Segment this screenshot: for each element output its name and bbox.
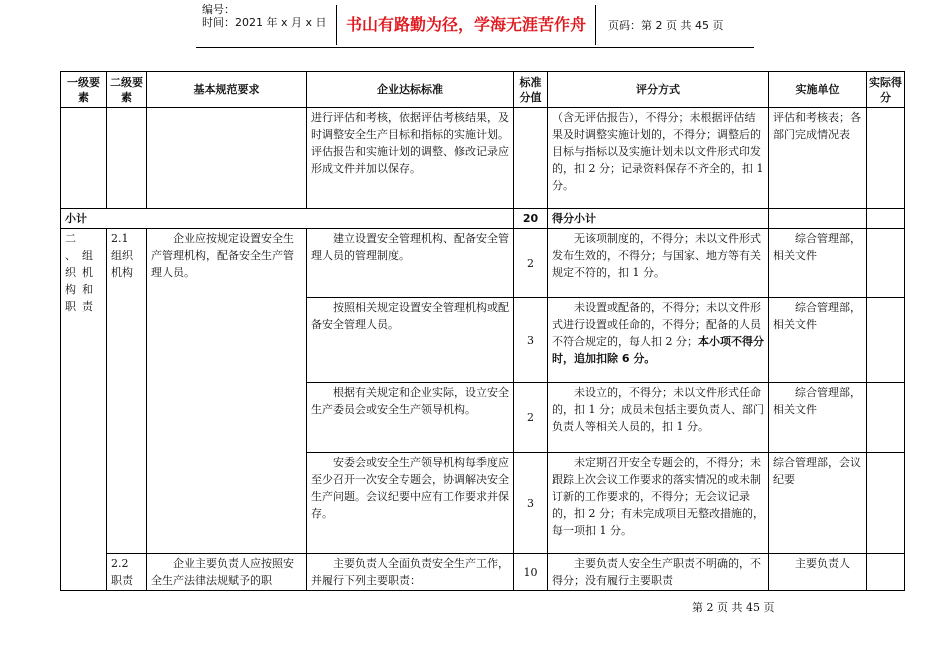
scoring-cell: 主要负责人安全生产职责不明确的，不得分；没有履行主要职责 <box>548 554 769 591</box>
score-cell: 3 <box>514 298 548 383</box>
standard-cell: 根据有关规定和企业实际，设立安全生产委员会或安全生产领导机构。 <box>307 383 514 453</box>
table-row <box>61 554 905 591</box>
header-cell: 实施单位 <box>769 72 867 108</box>
table-row <box>61 229 905 298</box>
level2-cell: 2.1 组织机构 <box>107 229 147 554</box>
header-rule <box>196 47 754 48</box>
requirement-cell: 企业主要负责人应按照安全生产法律法规赋予的职 <box>147 554 307 591</box>
header-cell: 基本规范要求 <box>147 72 307 108</box>
unit-cell: 综合管理部，相关文件 <box>769 298 867 383</box>
subtotal-row <box>61 209 905 229</box>
standard-cell: 按照相关规定设置安全管理机构或配备安全管理人员。 <box>307 298 514 383</box>
time-label: 时间：2021 年 x 月 x 日 <box>202 16 327 29</box>
header-cell: 二级要素 <box>107 72 147 108</box>
standard-cell: 进行评估和考核，依据评估考核结果，及时调整安全生产目标和指标的实施计划。评估报告和实施计划的调整、修改记录应形成文件并加以保存。 <box>307 108 514 209</box>
header-cell: 标准分值 <box>514 72 548 108</box>
header-cell: 企业达标标准 <box>307 72 514 108</box>
score-cell: 2 <box>514 383 548 453</box>
scoring-cell: 未设置或配备的，不得分；未以文件形式进行设置或任命的，不得分；配备的人员不符合规定的，每人扣 2 分；本小项不得分时，追加扣除 6 分。 <box>548 298 769 383</box>
subtotal-label: 小计 <box>61 209 514 229</box>
score-cell: 10 <box>514 554 548 591</box>
scoring-cell: 未定期召开安全专题会的，不得分；未跟踪上次会议工作要求的落实情况的或未制订新的工作要求的，不得分；无会议记录的，扣 2 分；有未完成项目无整改措施的，每一项扣 1 分。 <box>548 453 769 554</box>
unit-cell: 评估和考核表；各部门完成情况表 <box>769 108 867 209</box>
scoring-cell: （含无评估报告），不得分；未根据评估结果及时调整实施计划的，不得分；调整后的目标与指标以及实施计划未以文件形式印发的，扣 2 分；记录资料保存不齐全的，扣 1 分。 <box>548 108 769 209</box>
standard-cell: 建立设置安全管理机构、配备安全管理人员的管理制度。 <box>307 229 514 298</box>
header-cell: 一级要素 <box>61 72 107 108</box>
unit-cell: 主要负责人 <box>769 554 867 591</box>
standards-table <box>60 71 905 591</box>
page-footer: 第 2 页 共 45 页 <box>692 601 775 614</box>
subtotal-scoring: 得分小计 <box>548 209 769 229</box>
unit-cell: 综合管理部，相关文件 <box>769 383 867 453</box>
header-motto: 书山有路勤为径，学海无涯苦作舟 <box>336 5 596 45</box>
serial-label: 编号： <box>202 3 235 16</box>
scoring-cell: 未设立的，不得分；未以文件形式任命的，扣 1 分；成员未包括主要负责人、部门负责人等相关人员的，扣 1 分。 <box>548 383 769 453</box>
header-left <box>202 3 327 29</box>
unit-cell: 综合管理部，相关文件 <box>769 229 867 298</box>
requirement-cell: 企业应按规定设置安全生产管理机构，配备安全生产管理人员。 <box>147 229 307 554</box>
standard-cell: 主要负责人全面负责安全生产工作，并履行下列主要职责： <box>307 554 514 591</box>
score-cell: 3 <box>514 453 548 554</box>
level1-cell: 二 、组 织机 构和 职责 <box>61 229 107 591</box>
table-row <box>61 108 905 209</box>
header-page-info: 页码：第 2 页 共 45 页 <box>608 19 724 32</box>
level2-cell: 2.2 职责 <box>107 554 147 591</box>
unit-cell: 综合管理部，会议纪要 <box>769 453 867 554</box>
table-header-row <box>61 72 905 108</box>
standard-cell: 安委会或安全生产领导机构每季度应至少召开一次安全专题会，协调解决安全生产问题。会议纪要中应有工作要求并保存。 <box>307 453 514 554</box>
subtotal-score: 20 <box>514 209 548 229</box>
page-header <box>196 0 754 52</box>
score-cell: 2 <box>514 229 548 298</box>
scoring-cell: 无该项制度的，不得分；未以文件形式发布生效的，不得分；与国家、地方等有关规定不符的，扣 1 分。 <box>548 229 769 298</box>
header-cell: 评分方式 <box>548 72 769 108</box>
header-cell: 实际得分 <box>867 72 905 108</box>
